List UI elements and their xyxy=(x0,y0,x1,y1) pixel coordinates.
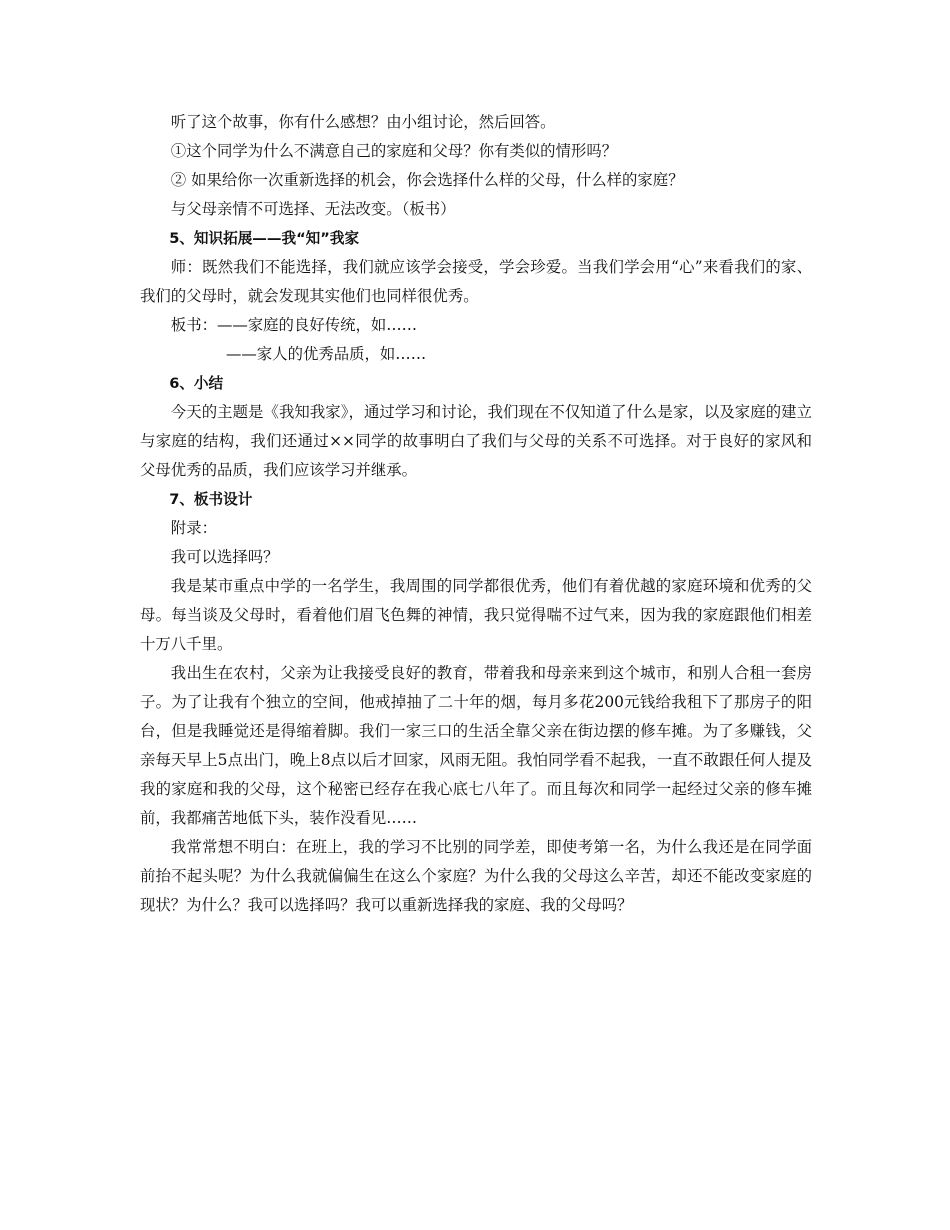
paragraph-story-question: 听了这个故事，你有什么感想？由小组讨论，然后回答。 xyxy=(170,113,556,131)
paragraph-board-1: 板书：——家庭的良好传统，如…… xyxy=(170,316,418,334)
paragraph-board-2: ——家人的优秀品质，如…… xyxy=(226,345,427,363)
appendix-paragraph-1: 我是某市重点中学的一名学生，我周围的同学都很优秀，他们有着优越的家庭环境和优秀的父母。每当谈及父母时，看着他们眉飞色舞的神情，我只觉得喘不过气来，因为我的家庭跟他们相差十万八千里。 xyxy=(140,577,812,653)
appendix-paragraph-2: 我出生在农村，父亲为让我接受良好的教育，带着我和母亲来到这个城市，和别人合租一套房子。为了让我有个独立的空间，他戒掉抽了二十年的烟，每月多花200元钱给我租下了那房子的阳台，但是我睡觉还是得缩着脚。我们一家三口的生活全靠父亲在街边摆的修车摊。为了多赚钱，父亲每天早上5点出门，晚上8点以后才回家，风雨无阻。我怕同学看不起我，一直不敢跟任何人提及我的家庭和我的父母，这个秘密已经存在我心底七八年了。而且每次和同学一起经过父亲的修车摊前，我都痛苦地低下头，装作没看见…… xyxy=(140,664,812,827)
paragraph-board-note: 与父母亲情不可选择、无法改变。（板书） xyxy=(170,200,456,218)
section-heading-6: 6、小结 xyxy=(169,375,224,392)
paragraph-teacher: 师：既然我们不能选择，我们就应该学会接受，学会珍爱。当我们学会用“心”来看我们的家、我们的父母时，就会发现其实他们也同样很优秀。 xyxy=(140,258,812,305)
paragraph-appendix-label: 附录： xyxy=(170,519,217,537)
paragraph-summary: 今天的主题是《我知我家》，通过学习和讨论，我们现在不仅知道了什么是家，以及家庭的建立与家庭的结构，我们还通过××同学的故事明白了我们与父母的关系不可选择。对于良好的家风和父母优秀的品质，我们应该学习并继承。 xyxy=(140,403,812,479)
paragraph-question-1: ①这个同学为什么不满意自己的家庭和父母？你有类似的情形吗？ xyxy=(170,142,618,160)
paragraph-question-2: ② 如果给你一次重新选择的机会，你会选择什么样的父母，什么样的家庭？ xyxy=(170,171,684,189)
section-heading-7: 7、板书设计 xyxy=(169,491,253,508)
appendix-paragraph-3: 我常常想不明白：在班上，我的学习不比别的同学差，即使考第一名，为什么我还是在同学面前抬不起头呢？为什么我就偏偏生在这么个家庭？为什么我的父母这么辛苦，却还不能改变家庭的现状？为什么？我可以选择吗？我可以重新选择我的家庭、我的父母吗？ xyxy=(140,838,812,914)
appendix-title: 我可以选择吗？ xyxy=(170,548,279,566)
section-heading-5: 5、知识拓展——我“知”我家 xyxy=(169,230,360,247)
document-page xyxy=(140,108,812,920)
